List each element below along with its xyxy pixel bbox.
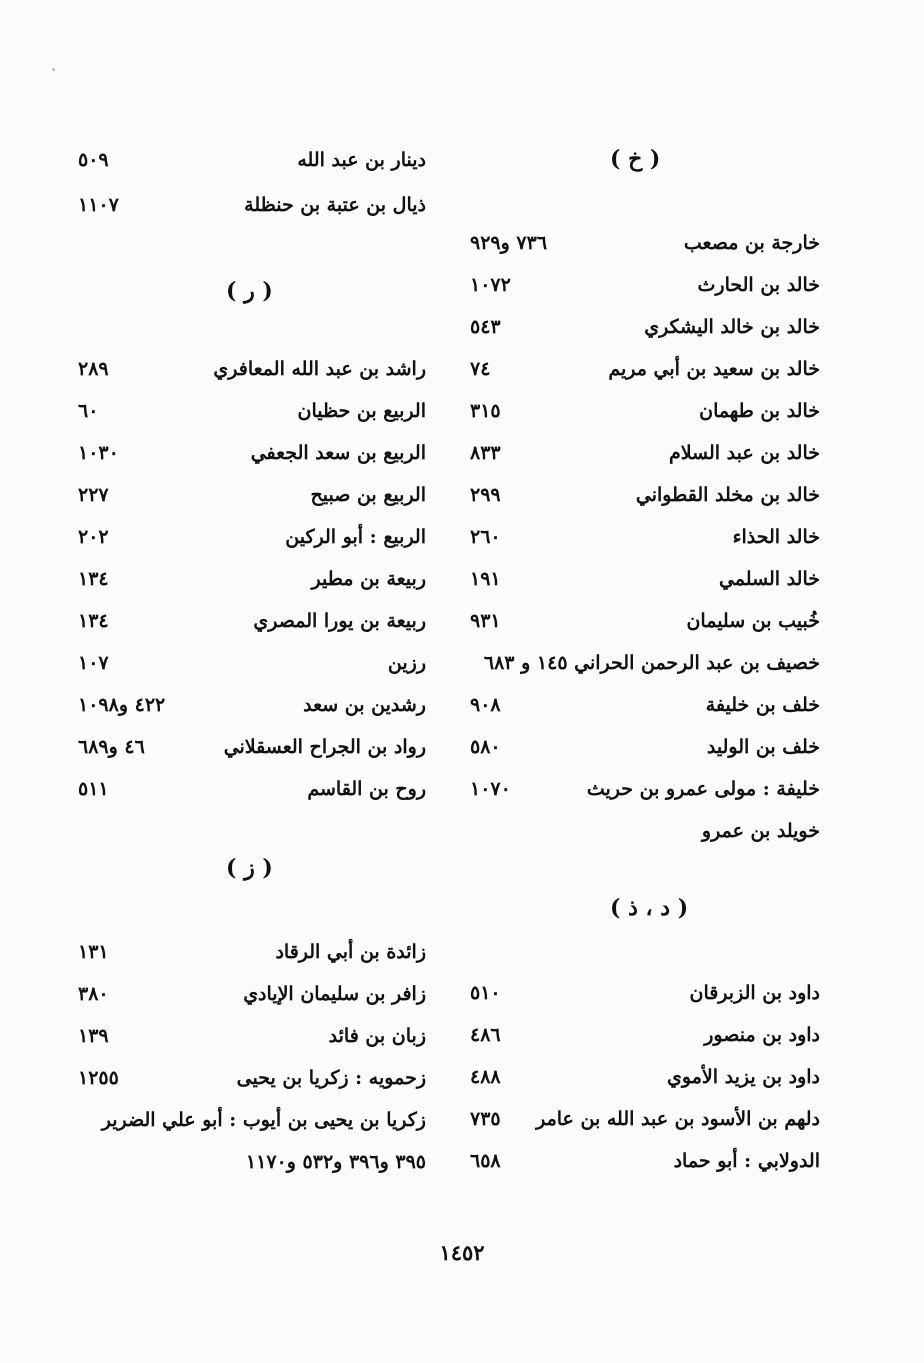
entry-pages: ٥٤٣ [470,316,501,338]
entry-name: رواد بن الجراح العسقلاني [223,736,426,758]
index-entry [78,1103,426,1137]
index-entry [470,478,820,512]
entry-pages: ٩٠٨ [470,694,501,716]
entry-name: الربيع بن سعد الجعفي [250,442,426,464]
entry-pages: ١١٠٧ [78,194,119,216]
entry-name: خلف بن الوليد [706,736,820,758]
entry-pages: ١٣٤ [78,568,109,590]
index-entry [470,646,820,680]
entry-pages: ١٣١ [78,941,109,963]
entry-pages: ٢٢٧ [78,484,109,506]
section-heading-dal: ( د ، ذ ) [610,895,689,921]
section-heading-kha: ( خ ) [610,146,661,172]
entry-name: ربيعة بن يورا المصري [253,610,426,632]
index-entry [78,394,426,428]
entry-name: ٣٩٥ و٣٩٦ و٥٣٢ و١١٧٠ [245,1151,426,1173]
index-entry [470,352,820,386]
entry-pages: ٣٨٠ [78,983,109,1005]
index-entry [470,436,820,470]
entry-name: خالد بن عبد السلام [668,442,820,464]
index-entry [78,188,426,222]
entry-name: ذيال بن عتبة بن حنظلة [244,194,426,216]
entry-name: رشدين بن سعد [303,694,426,716]
entry-pages: ٦٠ [78,400,99,422]
index-entry [470,562,820,596]
entry-name: الربيع بن صبيح [310,484,426,506]
index-entry [470,688,820,722]
entry-pages: ٧٣٦ و٩٢٩ [470,232,548,254]
index-entry [470,520,820,554]
entry-pages: ١٠٧٢ [470,274,511,296]
entry-pages: ٧٣٥ [470,1108,501,1130]
index-entry [78,562,426,596]
entry-name: داود بن الزبرقان [689,982,820,1004]
index-entry [78,604,426,638]
index-entry [470,814,820,848]
entry-name: زافر بن سليمان الإيادي [243,983,426,1005]
entry-pages: ٥١٠ [470,982,501,1004]
index-entry [470,310,820,344]
index-entry [78,520,426,554]
index-entry [470,730,820,764]
entry-name: خالد بن خالد اليشكري [644,316,820,338]
entry-pages: ١٠٧٠ [470,778,511,800]
entry-name: خويلد بن عمرو [701,820,820,842]
entry-pages: ٨٣٣ [470,442,501,464]
entry-name: خالد بن طهمان [699,400,820,422]
entry-pages: ٥٠٩ [78,149,109,171]
entry-name: روح بن القاسم [307,778,426,800]
entry-pages: ٤٢٢ و١٠٩٨ [78,694,166,716]
index-entry [78,646,426,680]
entry-name: الربيع : أبو الركين [285,526,426,548]
entry-name: زحمويه : زكريا بن يحيى [236,1067,426,1089]
entry-pages: ٥١١ [78,778,109,800]
index-entry [78,688,426,722]
entry-name: داود بن يزيد الأموي [667,1066,820,1088]
entry-pages: ٣١٥ [470,400,501,422]
entry-pages: ٦٥٨ [470,1150,501,1172]
index-entry [78,1061,426,1095]
entry-name: زبان بن فائد [328,1025,426,1047]
entry-pages: ١٩١ [470,568,501,590]
index-entry [78,730,426,764]
entry-pages: ٤٨٨ [470,1066,501,1088]
entry-pages: ٢٨٩ [78,358,109,380]
index-entry [470,394,820,428]
index-entry [78,352,426,386]
entry-name: خالد السلمي [718,568,820,590]
entry-name: راشد بن عبد الله المعافري [213,358,426,380]
entry-name: خليفة : مولى عمرو بن حريث [586,778,820,800]
entry-pages: ١٣٤ [78,610,109,632]
entry-pages: ١٠٧ [78,652,109,674]
entry-name: خالد بن سعيد بن أبي مريم [608,358,820,380]
entry-name: رزين [387,652,426,674]
index-entry [470,976,820,1010]
entry-name: خالد بن مخلد القطواني [635,484,820,506]
index-entry [470,1144,820,1178]
index-entry [470,604,820,638]
entry-pages: ١٠٣٠ [78,442,119,464]
index-entry [470,1060,820,1094]
entry-name: خُبيب بن سليمان [686,610,820,632]
entry-pages: ٥٨٠ [470,736,501,758]
index-entry [78,772,426,806]
section-heading-zay: ( ز ) [226,855,273,881]
index-entry [78,436,426,470]
index-entry [78,977,426,1011]
entry-pages: ٤٨٦ [470,1024,501,1046]
index-entry [78,935,426,969]
index-entry [78,143,426,177]
entry-name: زائدة بن أبي الرقاد [275,941,426,963]
entry-pages: ١٢٥٥ [78,1067,119,1089]
index-entry [470,226,820,260]
section-heading-ra: ( ر ) [226,278,273,304]
entry-pages: ٩٣١ [470,610,501,632]
entry-name: دلهم بن الأسود بن عبد الله بن عامر [536,1108,820,1130]
entry-name: دينار بن عبد الله [297,149,426,171]
entry-name: زكريا بن يحيى بن أيوب : أبو علي الضرير [101,1109,426,1131]
entry-name: خالد بن الحارث [697,274,820,296]
entry-pages: ٢٦٠ [470,526,501,548]
entry-name: خلف بن خليفة [705,694,820,716]
index-entry [470,1018,820,1052]
entry-name: داود بن منصور [704,1024,820,1046]
index-entry [78,1145,426,1179]
entry-name: خصيف بن عبد الرحمن الحراني ١٤٥ و ٦٨٣ [483,652,820,674]
entry-name: خالد الحذاء [732,526,820,548]
entry-pages: ٧٤ [470,358,491,380]
index-entry [78,478,426,512]
index-entry [470,772,820,806]
scan-speck [52,68,55,71]
index-entry [470,268,820,302]
index-entry [470,1102,820,1136]
entry-name: خارجة بن مصعب [683,232,820,254]
entry-pages: ١٣٩ [78,1025,109,1047]
entry-name: الربيع بن حظيان [297,400,426,422]
entry-pages: ٢٠٢ [78,526,109,548]
entry-name: ربيعة بن مطير [311,568,426,590]
page-number: ١٤٥٢ [439,1240,485,1265]
entry-pages: ٢٩٩ [470,484,501,506]
index-entry [78,1019,426,1053]
entry-name: الدولابي : أبو حماد [673,1150,820,1172]
entry-pages: ٤٦ و٦٨٩ [78,736,145,758]
